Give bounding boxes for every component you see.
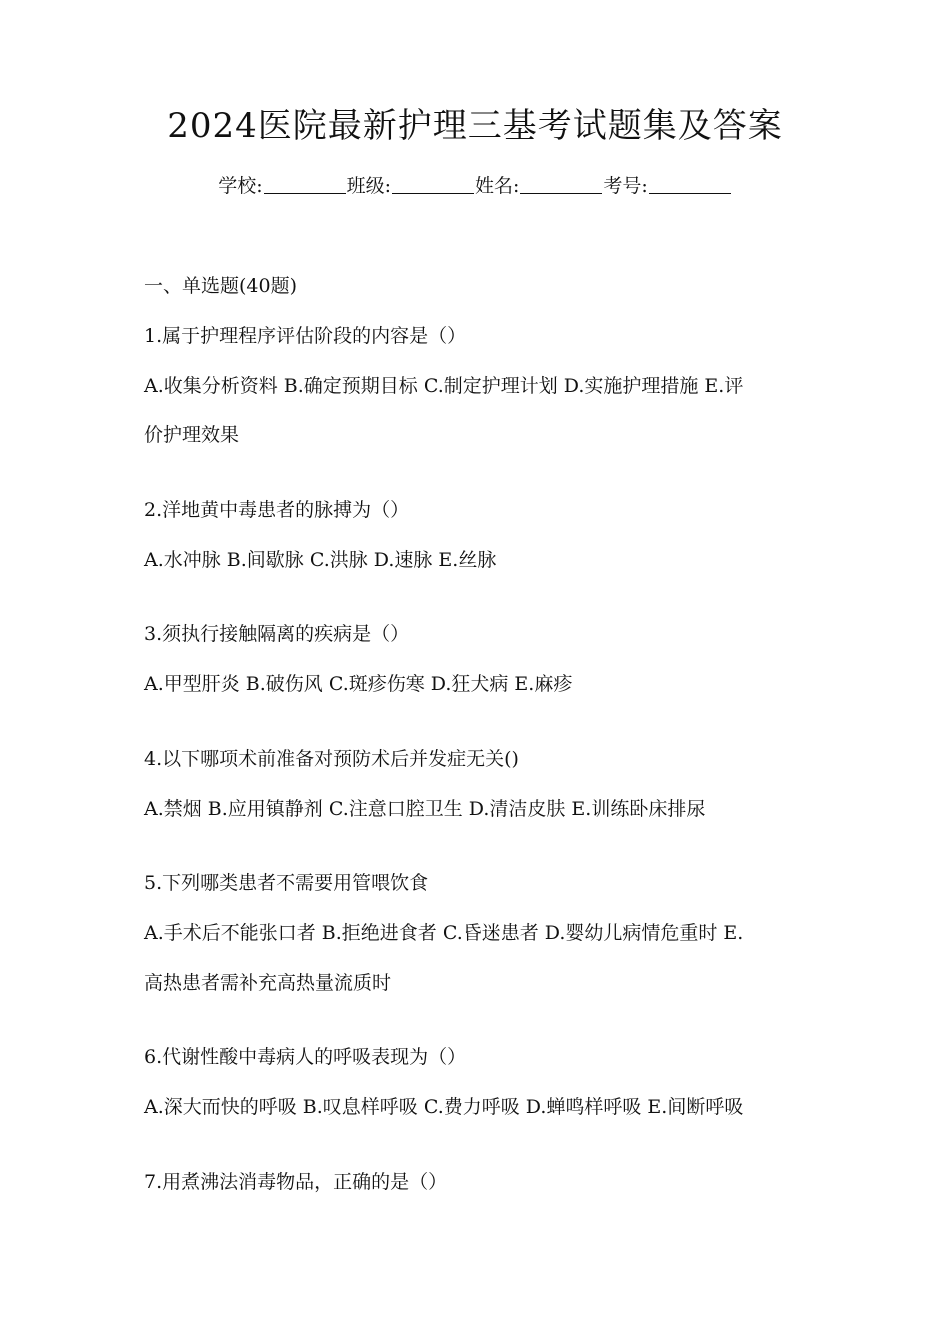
- question-stem: 4.以下哪项术前准备对预防术后并发症无关(): [144, 748, 519, 770]
- question-options: 价护理效果: [144, 424, 240, 446]
- school-label: 学校:: [218, 175, 263, 197]
- question-stem: 5.下列哪类患者不需要用管喂饮食: [144, 872, 429, 894]
- name-blank: [520, 173, 602, 194]
- question-stem: 7.用煮沸法消毒物品，正确的是（）: [144, 1171, 448, 1193]
- question-options: A.深大而快的呼吸 B.叹息样呼吸 C.费力呼吸 D.蝉鸣样呼吸 E.间断呼吸: [144, 1096, 744, 1118]
- exam-number-blank: [649, 173, 731, 194]
- section-heading: 一、单选题(40题): [144, 275, 298, 297]
- name-label: 姓名:: [475, 175, 520, 197]
- question-stem: 3.须执行接触隔离的疾病是（）: [144, 623, 410, 645]
- school-blank: [264, 173, 346, 194]
- document-title: 2024医院最新护理三基考试题集及答案: [167, 106, 783, 146]
- exam-number-label: 考号:: [603, 175, 648, 197]
- question-stem: 2.洋地黄中毒患者的脉搏为（）: [144, 499, 410, 521]
- class-blank: [392, 173, 474, 194]
- question-options: A.收集分析资料 B.确定预期目标 C.制定护理计划 D.实施护理措施 E.评: [144, 375, 744, 397]
- question-options: A.甲型肝炎 B.破伤风 C.斑疹伤寒 D.狂犬病 E.麻疹: [144, 673, 573, 695]
- question-stem: 6.代谢性酸中毒病人的呼吸表现为（）: [144, 1046, 467, 1068]
- question-options: 高热患者需补充高热量流质时: [144, 972, 392, 994]
- class-label: 班级:: [346, 175, 391, 197]
- question-stem: 1.属于护理程序评估阶段的内容是（）: [144, 325, 467, 347]
- student-info-line: [0, 172, 950, 200]
- question-options: A.水冲脉 B.间歇脉 C.洪脉 D.速脉 E.丝脉: [144, 549, 497, 571]
- question-options: A.禁烟 B.应用镇静剂 C.注意口腔卫生 D.清洁皮肤 E.训练卧床排尿: [144, 798, 706, 820]
- question-options: A.手术后不能张口者 B.拒绝进食者 C.昏迷患者 D.婴幼儿病情危重时 E.: [144, 922, 744, 944]
